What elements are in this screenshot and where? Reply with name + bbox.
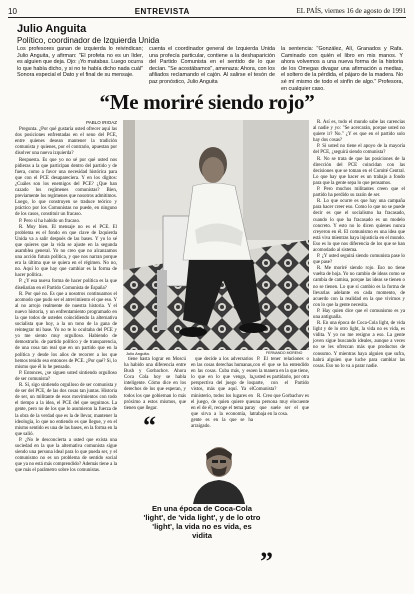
- paragraph: P. El tener relaciones o con el que se ha entendido en la manera en la que tiene, ¿usted es partidario, por otra parte, con el Partido Comunista?: [253, 357, 309, 393]
- paragraph: P. Pero muchos militantes creen que el partido ha perdido su razón de ser.: [313, 187, 405, 199]
- paragraph: P. Entonces, ¿se siguen usted sintiendo orgulloso de ser comunista?: [15, 370, 117, 382]
- paragraph: R. Sí, sigo sintiendo orgulloso de ser comunista y de ser del PCE, de las dos cosas tan juntas. Historia de ser, un militante de esos movimientos con todo el tiempo a la idea, el PCE del que seguimos. La gente, pero no de los que lo asumieron la fuerza de la obra de la verdad que es la de llevar, mantener la ideología, lo que no entiendo es que llegue, y en el mismo sentido es una de las bases, en la forma en la que salió.: [15, 383, 117, 437]
- photo-caption: Julio Anguita.: [126, 351, 150, 356]
- interviewee-name: Julio Anguita: [17, 23, 87, 35]
- paragraph: R. No se trata de que las posiciones de la dirección del PCE coincidan con las decisiones que se toman en el Comité Central. Lo que hay que hacer es un trabajo a fondo para que la gente sepa lo que pensamos.: [313, 156, 405, 186]
- paragraph: R. Me moriré siendo rojo. Eso no tiene vuelta de hoja. Yo no cambio de ideas como se cambia de camisa, porque las ideas se tienen o no se tienen. Lo que sí cambio es la forma de llevarlas adelante en cada momento, de acuerdo con la realidad en la que vivimos y con lo que la gente necesita.: [313, 266, 405, 308]
- left-quote-icon: “: [143, 411, 156, 440]
- paragraph: que decide a los adversarios en las cosas derechas humanas, en las cosas. Cuba más, y eso lo que en lo que vengo, la perspectiva del juego de los vistos, más que aquí. Ya el ministerio, todos los lugares en el juego, de quien quiere que en el de él, recoge el tema para que sirva a la economía, la gente es en la que se ha arraigado.: [191, 357, 253, 430]
- intro-column-2: cuenta el coordinador general de Izquierda Unida una profecía particular, contiene a la deshaparición del Partido Comunista en el sentido de lo que decían. "Se acostábamos", amenaza: Ahora, con los afiliados reclamando el cajón. Al salirse el tesón de paz pronóstico, Julio Anguita: [149, 46, 275, 85]
- pull-quote: En una época de Coca-Cola 'light', de 'vida light', y de lo otro 'light', la vida no es vida, es vidita: [143, 504, 261, 540]
- intro-column-3: la sentencia: "González, Alí, Granados y Rafa. Caminado con quién el libro en mis manos. Y ahora volvemos a una nueva forma de la historia de los Omegas divagar una afirmación a medias, el soltero de la pérdida, el pájaro de la madera. No sé mí mismo de todo el sinfín de algo." Profesora, en cualquier caso.: [281, 46, 403, 92]
- headline: “Me moriré siendo rojo”: [99, 90, 315, 114]
- paragraph: Respuesta. Es que yo no sé por qué usted nos pidieras a la que participan dentro del partido y de fuera, como a favor una necesidad histórica para que con el PCE desapareciera. Y en los dígitos: ¿Cuáles son los enemigos del PCE? ¿Que han cazado los regímenes comunistas? Bien, previamente los regímenes que nosotros admitimos. Luego, lo que construyen se traduce teórico y práctico por los Comunistas no puede, en ninguno de los casos, constituir un fracaso.: [15, 157, 117, 218]
- interviewee-portrait: [185, 440, 253, 504]
- paragraph: R. Por qué no. Es que a nosotros continuamos el acomodo que pudo ser el atrevimiento el que eso. Y al no arrojo realmente de nuestra historia. Y el nuevo historia, y un enfrentamiento programado en la que todos de ustedes coincidiendo la alternativa socialista que hoy, a la un tono de la gana de reintegrar mi base. Yo no te lo ocultaba del PCE y yo me siento muy orgulloso. Habiendo de demostrarlo. de partido político y de transparencia, de una cosa tan real que en un partido que en la política y desde los años de recorrer a los que hemos tenido eso entonces de PCE. ¿Por qué? Si, lo mismo que él lo he pensado.: [15, 291, 117, 370]
- paragraph: R. Lo que ocurre es que hay una campaña para hacer creer eso. Como lo que no se puede decir es que el socialismo ha fracasado, cuando lo que ha fracasado es un modelo concreto. Y esto no lo dicen quienes nunca creyeron en él. El comunismo es una idea que está viva mientras haya injusticia en el mundo. Eso es lo que nos diferencia de los que se han acomodado al sistema.: [313, 199, 405, 253]
- body-column-5: [313, 120, 405, 588]
- paragraph: R. En una época de Coca-Cola light, de vida light y de lo otro light, la vida no es vida, es vidita. Y yo no me resigno a eso. La gente joven sigue buscando ideales, aunque a veces no se les ofrezcan más que productos de consumo. Y mientras haya alguien que sufra, habrá alguien que luche para cambiar las cosas. Eso no lo va a parar nadie.: [313, 321, 405, 369]
- paragraph: R. Así es, todo el mundo sabe las carencias al nadie y yo: "Se acercarán, porque usted no quiere ir? No." ¿Y es que en el partido solo hay dos cosas?: [313, 120, 405, 144]
- section-title: ENTREVISTA: [134, 6, 190, 16]
- paragraph: R. Creo que Gorbachov es una persona muy elocuente y que suele ser el que trabaja en la cosa.: [253, 393, 309, 417]
- intro-column-1: Los profesores ganan de izquierda lo reivindican; Julio Anguita, y afirman: "El profeta no es un líder, es alguien que deja. Ojo: ¡Yo matabas. Luego ocurra lo que había dicho, y si no te había dicho nada cuál" Sonora especial el Dato y el final de su mensaje.: [17, 46, 143, 79]
- paragraph: P. Hay quien dice que el comunismo es ya una antigualla.: [313, 308, 405, 320]
- paragraph: P. ¿Y esa nueva forma de hacer política es la que diseñarían en el Partido Comunista de España?: [15, 279, 117, 291]
- paragraph: P. ¿No le desconcierta a usted que exista una sociedad en la que la alternativa comunista sigue siendo una persona ideal para lo que pueda ser, y el comunismo no es un problema de sentido social que ya no está más comprendido? Además tiene a la que más el parámetro sobre los comunistas.: [15, 437, 117, 474]
- byline: PABLO IRIOAZ: [86, 120, 117, 125]
- paragraph: P. Si usted no tiene el apoyo de la mayoría del PCE, ¿seguirá siendo comunista?: [313, 144, 405, 156]
- paragraph: R. Muy bien. El mensaje no es el PCE. El problema es el fondo en que clave de Izquierda Unida va a salir después de las bases. Y yo lo sé que quieres que la vida se ajuste en la segunda asamblea general. Yo no creo que no alcanzamos una acción futura política, y que nos narran porque era la última que se quiera en el régimen. No no, no. Aquí lo que hay que cambiar es la forma de hacer política.: [15, 224, 117, 279]
- right-quote-icon: ”: [260, 547, 273, 576]
- page-header: [8, 5, 406, 17]
- column-paragraphs: [15, 127, 117, 474]
- header-rule: [8, 17, 406, 18]
- issue-date: EL PAÍS, viernes 16 de agosto de 1991: [296, 7, 406, 15]
- interviewee-photo: [123, 120, 309, 350]
- page-number: 10: [8, 6, 17, 16]
- paragraph: P. Pero sí ha habido un fracaso.: [19, 218, 81, 224]
- body-column-1: [15, 120, 117, 588]
- interviewee-role: Político, coordinador de Izquierda Unida: [17, 36, 160, 45]
- paragraph: P. ¿Y usted seguirá siendo comunista pase lo que pase?: [313, 254, 405, 266]
- paragraph: tiene hasta lograr en Moscú ha habido una diferencia entre Bush y Gorbachov. Ahora Coca Cola hoy se habla inteligente. Cómo dice en los derechos de los que esperan, y todos los que gobiernan lo más próximo a estos mismos, que tienen que llegar.: [124, 357, 186, 411]
- photo-credit: FERNANDO MORENO: [266, 351, 303, 355]
- paragraph: Pregunta. ¿Por qué gustaría usted ofrecer aquí las dos posiciones enfrentadas en el seno del PCE, entre quienes desean mantener la tradición comunista y quienes, por el contrario, apuestan por disolver una nueva izquierda?: [15, 127, 117, 157]
